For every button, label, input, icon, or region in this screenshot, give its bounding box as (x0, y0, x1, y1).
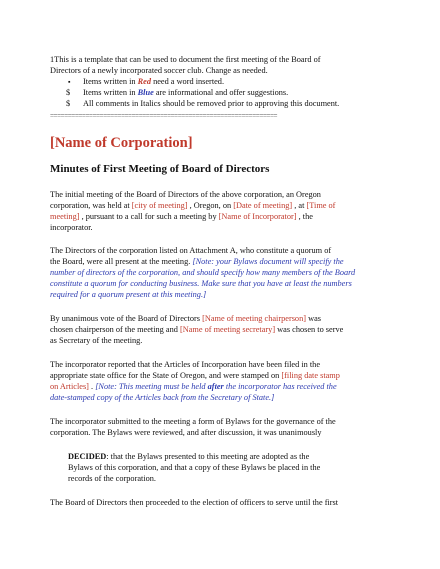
p6-line-1 (68, 452, 309, 462)
bullet-text: are informational and offer suggestions. (153, 88, 289, 97)
p4-line-3 (50, 382, 337, 392)
incorporator-field: [Name of Incorporator] (218, 212, 297, 221)
p3-line-3: as Secretary of the meeting. (50, 336, 143, 345)
dollar-bullet-icon: $ (66, 88, 71, 97)
square-bullet-icon: ▪ (68, 78, 71, 86)
p7-line-1: The Board of Directors then proceeded to the election of officers to serve until the first (50, 498, 339, 507)
p6-line-3: records of the corporation. (68, 474, 157, 483)
bullet-text: Items written in (83, 77, 138, 86)
p2-note-line-5: required for a quorum present at this meeting.] (50, 290, 207, 299)
text: , pursuant to a call for such a meeting by (79, 212, 219, 221)
text: , Oregon, on (187, 201, 234, 210)
p2-line-2 (50, 257, 344, 267)
p1-line-4: incorporator. (50, 223, 93, 232)
text: corporation, was held at (50, 201, 132, 210)
decided-label: DECIDED (68, 452, 107, 461)
time-field: [Time of (306, 201, 336, 210)
note-emphasis: after (207, 382, 224, 391)
city-field: [city of meeting] (131, 201, 188, 210)
intro-line-1: 1This is a template that can be used to document the first meeting of the Board of (50, 55, 321, 64)
bullet-italics-item: All comments in Italics should be removed prior to approving this document. (83, 99, 340, 108)
note-text: [Note: This meeting must be held (95, 382, 208, 391)
p5-line-1: The incorporator submitted to the meeting a form of Bylaws for the governance of the (50, 417, 336, 426)
p4-line-1: The incorporator reported that the Articles of Incorporation have been filed in the (50, 360, 321, 369)
p3-line-2 (50, 325, 343, 335)
p2-line-1: The Directors of the corporation listed on Attachment A, who constitute a quorum of (50, 246, 332, 255)
p4-note-line-4: date-stamped copy of the Articles back from the Secretary of State.] (50, 393, 275, 402)
text: chosen chairperson of the meeting and (50, 325, 180, 334)
p1-line-1: The initial meeting of the Board of Directors of the above corporation, an Oregon (50, 190, 321, 199)
separator-rule: ================================================================ (50, 112, 278, 120)
secretary-field: [Name of meeting secretary] (179, 325, 276, 334)
filing-date-field: [filing date stamp (281, 371, 340, 380)
p3-line-1 (50, 314, 321, 324)
text: , at (292, 201, 307, 210)
bullet-text: need a word inserted. (151, 77, 225, 86)
p6-line-2: Bylaws of this corporation, and that a copy of these Bylaws be placed in the (68, 463, 321, 472)
note-text: [Note: your Bylaws document will specify the (192, 257, 344, 266)
text: was (306, 314, 321, 323)
text: : that the Bylaws presented to this meeting are adopted as the (106, 452, 310, 461)
p1-line-2 (50, 201, 335, 211)
page-title: Minutes of First Meeting of Board of Directors (50, 163, 270, 175)
date-field: [Date of meeting] (233, 201, 293, 210)
dollar-bullet-icon: $ (66, 99, 71, 108)
note-text: the incorporator has received the (223, 382, 337, 391)
filing-date-field: on Articles] (50, 382, 89, 391)
p2-note-line-4: constitute a quorum for conducting business. Make sure that you have at least the numbers (50, 279, 352, 288)
chairperson-field: [Name of meeting chairperson] (202, 314, 306, 323)
bullet-text: Items written in (83, 88, 138, 97)
text: By unanimous vote of the Board of Directors (50, 314, 203, 323)
text: , the (296, 212, 313, 221)
intro-line-2: Directors of a newly incorporated soccer club. Change as needed. (50, 66, 268, 75)
bullet-blue-item (83, 88, 288, 98)
text: was chosen to serve (275, 325, 344, 334)
time-field: meeting] (50, 212, 80, 221)
red-keyword: Red (137, 77, 151, 86)
p2-note-line-3: number of directors of the corporation, and should specify how many members of the Board (50, 268, 356, 277)
p4-line-2 (50, 371, 340, 381)
p5-line-2: corporation. The Bylaws were reviewed, and after discussion, it was unanimously (50, 428, 322, 437)
text: the Board, were all present at the meeting. (50, 257, 193, 266)
p1-line-3 (50, 212, 313, 222)
text: appropriate state office for the State of Oregon, and were stamped on (50, 371, 282, 380)
text: . (88, 382, 96, 391)
bullet-red-item (83, 77, 224, 87)
blue-keyword: Blue (137, 88, 154, 97)
corporation-name-title: [Name of Corporation] (50, 135, 193, 151)
